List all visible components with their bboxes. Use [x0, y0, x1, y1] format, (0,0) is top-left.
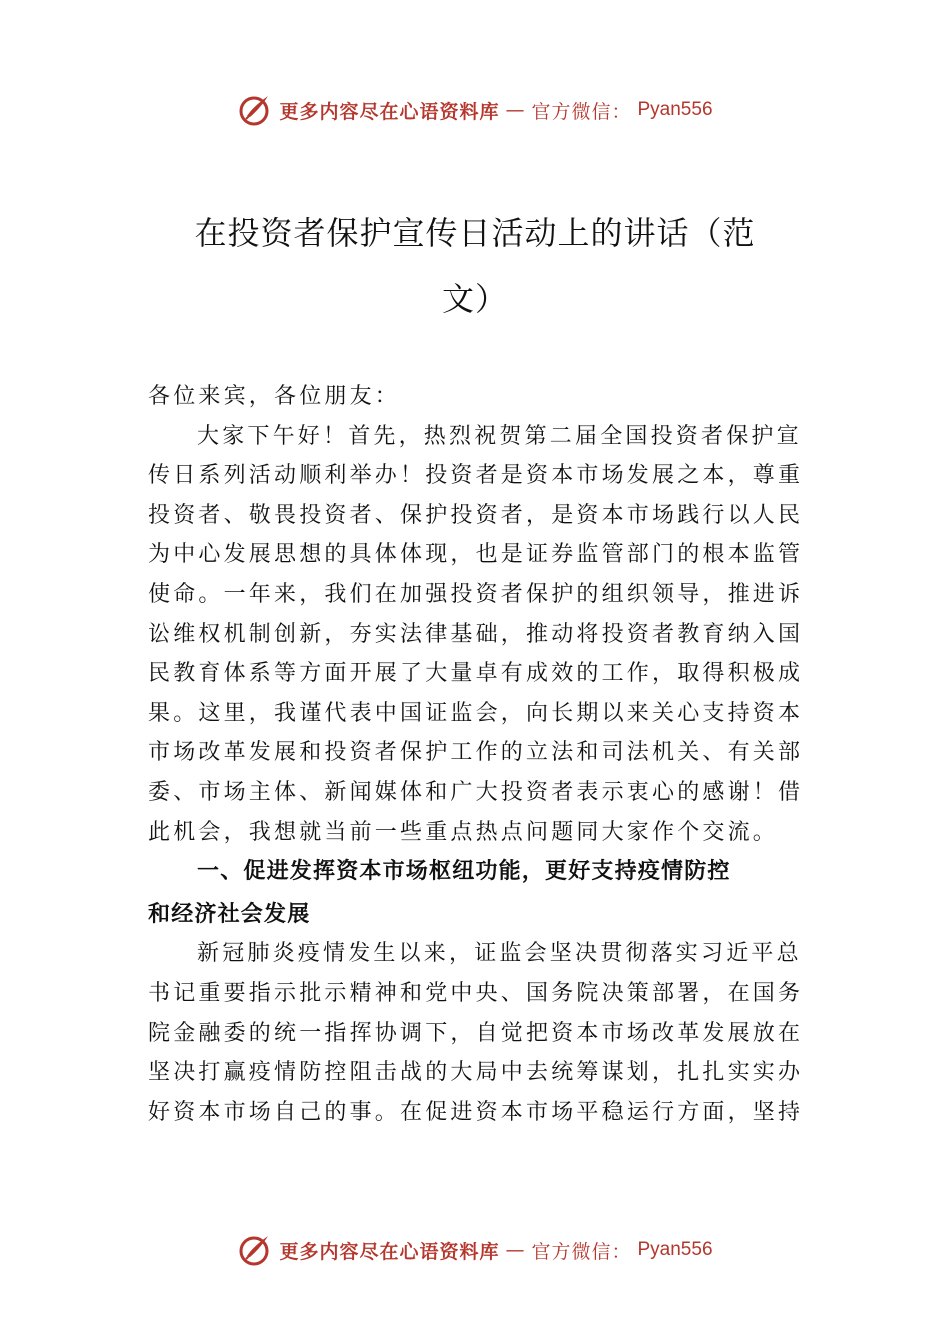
- document-title: [150, 200, 800, 332]
- paragraph1-line: 为中心发展思想的具体体现，也是证券监管部门的根本监管: [148, 542, 804, 568]
- quill-seal-logo-icon: [237, 1232, 273, 1268]
- section-heading-line: 和经济社会发展: [148, 901, 311, 927]
- banner-brand-text: 更多内容尽在心语资料库: [279, 101, 500, 123]
- paragraph2-line: 新冠肺炎疫情发生以来，证监会坚决贯彻落实习近平总: [197, 941, 802, 967]
- paragraph1-line: 使命。一年来，我们在加强投资者保护的组织领导，推进诉: [148, 581, 804, 607]
- banner-brand-text: 更多内容尽在心语资料库: [279, 1241, 500, 1263]
- paragraph1-line: 市场改革发展和投资者保护工作的立法和司法机关、有关部: [148, 740, 804, 766]
- banner-wechat-label: 官方微信：: [531, 1240, 632, 1263]
- section-heading-line: 一、促进发挥资本市场枢纽功能，更好支持疫情防控: [197, 859, 731, 885]
- paragraph1-line: 委、市场主体、新闻媒体和广大投资者表示衷心的感谢！借: [148, 779, 804, 805]
- paragraph1-line: 果。这里，我谨代表中国证监会，向长期以来关心支持资本: [148, 700, 804, 726]
- banner-wechat-id: Pyan556: [637, 1239, 713, 1260]
- banner-separator: —: [505, 1239, 526, 1261]
- footer-watermark-banner: [0, 1232, 950, 1268]
- paragraph1-line: 传日系列活动顺利举办！投资者是资本市场发展之本，尊重: [148, 463, 804, 489]
- paragraph1-line: 民教育体系等方面开展了大量卓有成效的工作，取得积极成: [148, 661, 804, 687]
- salutation: 各位来宾，各位朋友：: [148, 384, 401, 409]
- banner-separator: —: [505, 99, 526, 121]
- banner-wechat-label: 官方微信：: [531, 100, 632, 123]
- paragraph1-line: 此机会，我想就当前一些重点热点问题同大家作个交流。: [148, 819, 779, 845]
- document-body: [148, 377, 808, 1132]
- title-line-1: 在投资者保护宣传日活动上的讲话（范: [194, 214, 756, 252]
- paragraph2-line: 书记重要指示批示精神和党中央、国务院决策部署，在国务: [148, 980, 804, 1006]
- title-line-2: 文）: [441, 280, 508, 318]
- quill-seal-logo-icon: [237, 92, 273, 128]
- paragraph2-line: 院金融委的统一指挥协调下，自觉把资本市场改革发展放在: [148, 1020, 804, 1046]
- paragraph1-line: 大家下午好！首先，热烈祝贺第二届全国投资者保护宣: [197, 423, 802, 449]
- paragraph2-line: 坚决打赢疫情防控阻击战的大局中去统筹谋划，扎扎实实办: [148, 1060, 804, 1086]
- banner-wechat-id: Pyan556: [637, 99, 713, 120]
- header-watermark-banner: [0, 92, 950, 128]
- paragraph2-line: 好资本市场自己的事。在促进资本市场平稳运行方面，坚持: [148, 1099, 804, 1125]
- paragraph1-line: 投资者、敬畏投资者、保护投资者，是资本市场践行以人民: [148, 502, 804, 528]
- paragraph1-line: 讼维权机制创新，夯实法律基础，推动将投资者教育纳入国: [148, 621, 804, 647]
